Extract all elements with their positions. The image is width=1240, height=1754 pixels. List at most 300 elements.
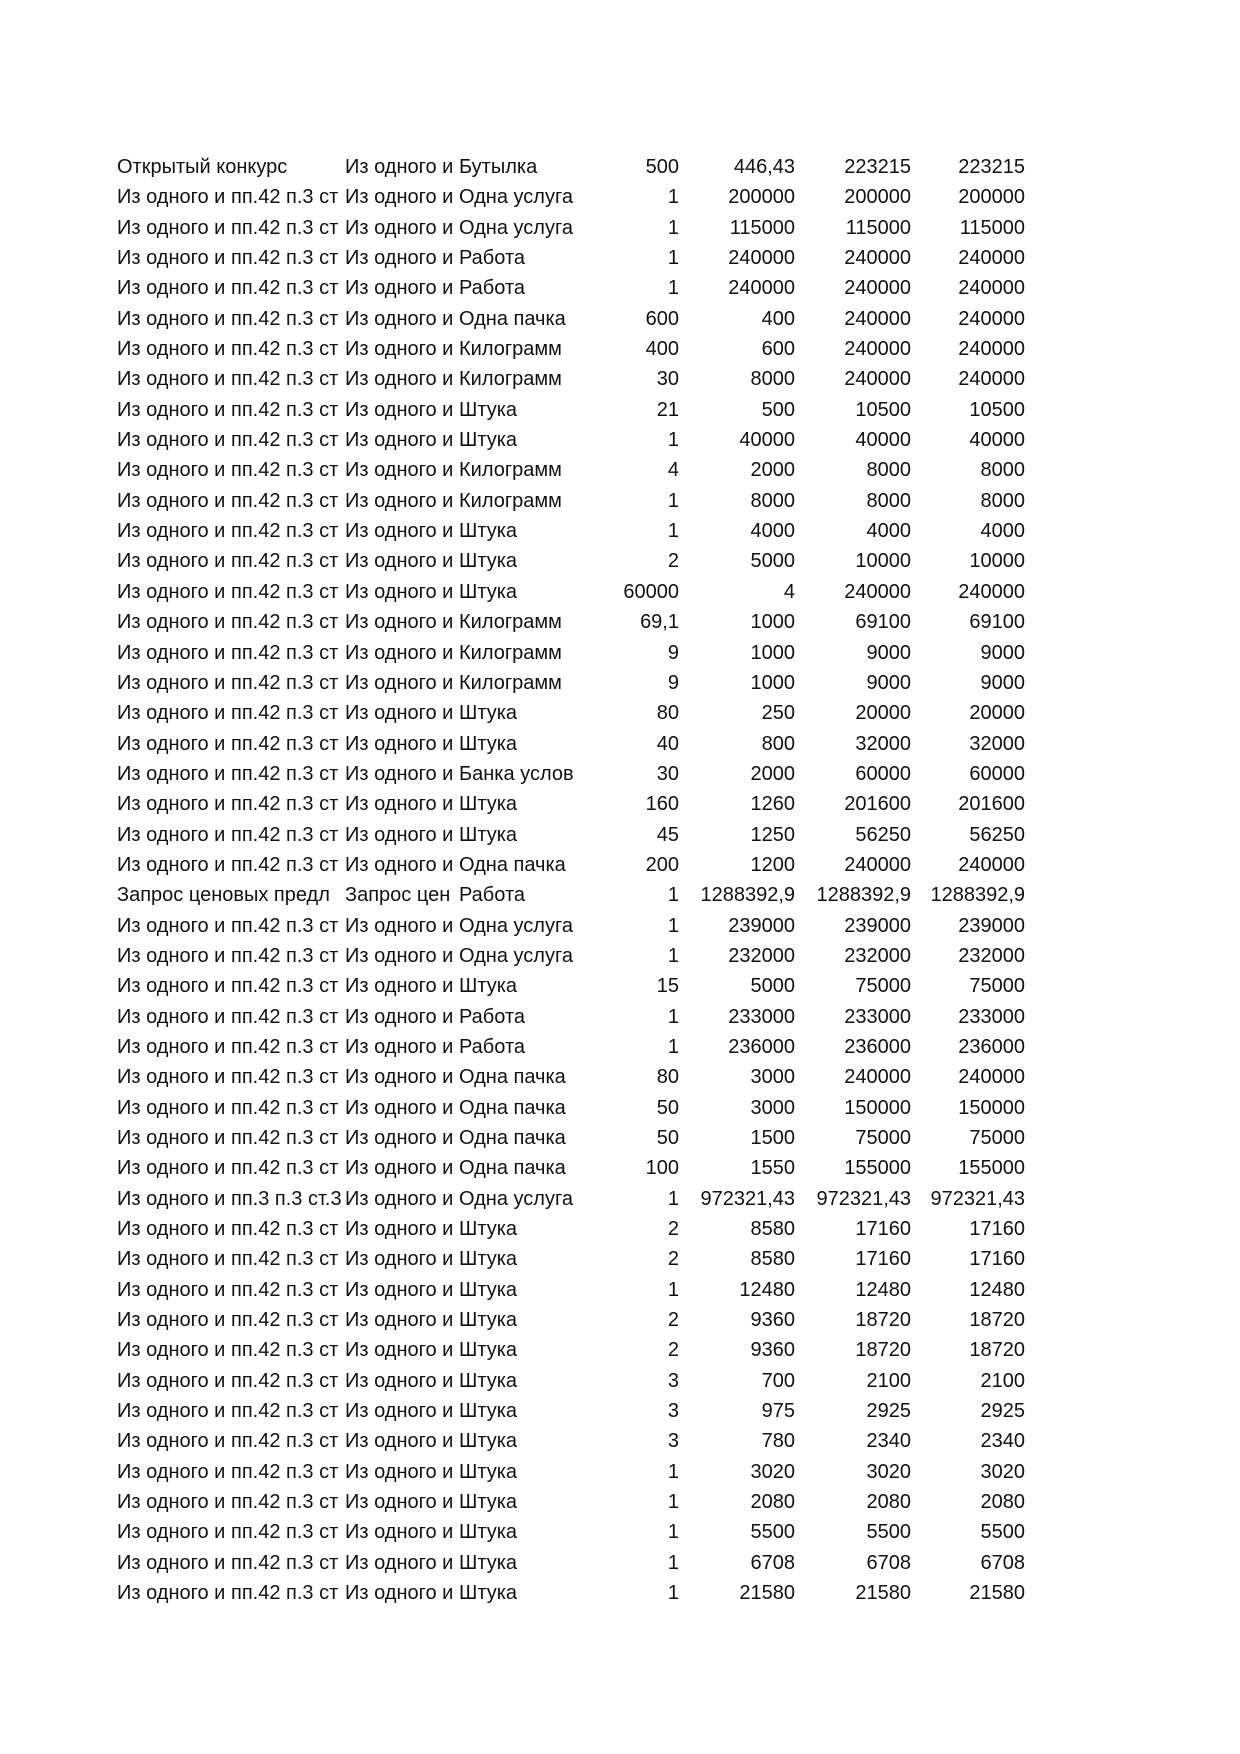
table-row	[117, 213, 1037, 243]
method-detail-cell: Из одного и	[345, 1248, 454, 1271]
amount-cell: 10500	[855, 398, 911, 421]
total-cell: 10500	[969, 398, 1025, 421]
unit-price-cell: 40000	[739, 429, 795, 452]
total-cell: 223215	[958, 156, 1025, 178]
method-detail-cell: Из одного и	[345, 580, 454, 603]
table-row	[117, 1244, 1037, 1274]
amount-cell: 4000	[866, 520, 911, 543]
unit-cell: Штука	[459, 429, 518, 452]
table-row	[117, 1184, 1037, 1214]
basis-cell: пп.42 п.3 ст	[231, 277, 339, 300]
method-detail-cell: Из одного и	[345, 1400, 454, 1423]
method-detail-cell: Из одного и	[345, 944, 454, 967]
basis-cell: пп.42 п.3 ст	[231, 489, 339, 512]
total-cell: 2340	[980, 1430, 1025, 1453]
method-detail-cell: Из одного и	[345, 247, 454, 270]
method-detail-cell: Из одного и	[345, 520, 454, 543]
method-cell: Из одного и	[117, 1127, 226, 1149]
basis-cell: пп.42 п.3 ст	[231, 611, 339, 634]
basis-cell: пп.42 п.3 ст	[231, 429, 339, 452]
amount-cell: 18720	[855, 1339, 911, 1362]
amount-cell: 2100	[866, 1369, 911, 1392]
method-detail-cell: Из одного и	[345, 1278, 454, 1301]
method-detail-cell: Из одного и	[345, 1309, 454, 1332]
basis-cell: пп.42 п.3 ст	[231, 1309, 339, 1332]
unit-price-cell: 240000	[728, 277, 795, 300]
unit-cell: Штука	[459, 702, 518, 725]
table-row	[117, 1426, 1037, 1456]
unit-price-cell: 240000	[728, 247, 795, 270]
total-cell: 115000	[959, 216, 1025, 239]
unit-cell: Штука	[459, 1339, 518, 1362]
basis-cell: пп.42 п.3 ст	[231, 1460, 339, 1483]
total-cell: 972321,43	[930, 1187, 1025, 1210]
unit-cell: Штука	[459, 975, 518, 998]
method-cell: Из одного и	[117, 459, 226, 482]
unit-price-cell: 3020	[750, 1460, 795, 1483]
table-row	[117, 304, 1037, 334]
basis-cell: пп.42 п.3 ст	[231, 1491, 339, 1514]
method-cell: Из одного и	[117, 368, 226, 391]
amount-cell: 240000	[844, 338, 911, 361]
amount-cell: 12480	[855, 1278, 911, 1301]
method-detail-cell: Из одного и	[345, 398, 454, 421]
quantity-cell: 160	[645, 793, 679, 816]
basis-cell: пп.42 п.3 ст	[231, 459, 339, 482]
table-row	[117, 1214, 1037, 1244]
method-cell: Из одного и	[117, 611, 226, 634]
quantity-cell: 3	[667, 1430, 679, 1453]
quantity-cell: 1	[667, 1035, 679, 1058]
total-cell: 1288392,9	[930, 884, 1025, 907]
unit-cell: Штука	[459, 823, 518, 846]
table-row	[117, 486, 1037, 516]
unit-price-cell: 1288392,9	[700, 884, 795, 907]
unit-cell: Одна пачка	[459, 1096, 566, 1119]
unit-cell: Работа	[459, 884, 525, 907]
method-cell: Из одного и	[117, 1460, 226, 1483]
method-cell: Из одного и	[117, 489, 226, 512]
basis-cell: пп.42 п.3 ст	[231, 1096, 339, 1119]
method-detail-cell: Из одного и	[345, 1430, 454, 1453]
unit-price-cell: 8000	[750, 368, 795, 391]
unit-price-cell: 1250	[750, 823, 795, 846]
table-row	[117, 1032, 1037, 1062]
basis-cell	[231, 152, 344, 182]
method-cell: Из одного и	[117, 1248, 226, 1271]
total-cell: 12480	[969, 1278, 1025, 1301]
table-row	[117, 607, 1037, 637]
quantity-cell: 1	[667, 1491, 679, 1514]
basis-cell: пп.42 п.3 ст	[231, 1035, 339, 1058]
method-detail-cell: Из одного и	[345, 1521, 454, 1544]
unit-cell: Килограмм	[459, 368, 562, 391]
method-detail-cell: Из одного и	[345, 671, 454, 694]
amount-cell: 75000	[855, 975, 911, 998]
basis-cell: пп.42 п.3 ст	[231, 368, 339, 391]
table-row	[117, 577, 1037, 607]
amount-cell: 972321,43	[816, 1187, 911, 1210]
unit-cell: Штука	[459, 1218, 518, 1241]
table-row	[117, 152, 1037, 182]
method-cell: Из одного и	[117, 793, 226, 816]
unit-cell: Штука	[459, 1582, 518, 1605]
method-detail-cell: Из одного и	[345, 1187, 454, 1210]
basis-cell: пп.42 п.3 ст	[231, 307, 339, 330]
method-detail-cell: Запрос цен	[345, 884, 451, 907]
method-detail-cell: Из одного и	[345, 1369, 454, 1392]
unit-cell: Банка услов	[459, 762, 574, 785]
method-detail-cell: Из одного и	[345, 641, 454, 664]
method-detail-cell: Из одного и	[345, 307, 454, 330]
total-cell: 240000	[958, 338, 1025, 361]
unit-price-cell: 2000	[750, 762, 795, 785]
method-detail-cell: Из одного и	[345, 1218, 454, 1241]
amount-cell: 56250	[855, 823, 911, 846]
table-row	[117, 1153, 1037, 1183]
unit-price-cell: 1000	[750, 611, 795, 634]
table-row	[117, 1123, 1037, 1153]
unit-price-cell: 400	[761, 307, 795, 330]
basis-cell: пп.42 п.3 ст	[231, 1582, 339, 1605]
quantity-cell: 1	[667, 914, 679, 937]
total-cell: 240000	[958, 368, 1025, 391]
unit-cell: Работа	[459, 277, 525, 300]
table-row	[117, 1002, 1037, 1032]
method-cell: Из одного и	[117, 338, 226, 361]
quantity-cell: 9	[667, 671, 679, 694]
basis-cell: пп.42 п.3 ст	[231, 944, 339, 967]
unit-price-cell: 5000	[750, 975, 795, 998]
unit-price-cell: 3000	[750, 1066, 795, 1089]
unit-price-cell: 232000	[728, 944, 795, 967]
method-cell: Из одного и	[117, 216, 226, 239]
method-detail-cell: Из одного и	[345, 1339, 454, 1362]
total-cell: 239000	[958, 914, 1025, 937]
method-cell: Из одного и	[117, 550, 226, 573]
method-detail-cell: Из одного и	[345, 823, 454, 846]
unit-price-cell: 780	[761, 1430, 795, 1453]
unit-price-cell: 700	[761, 1369, 795, 1392]
table-row	[117, 971, 1037, 1001]
total-cell: 32000	[969, 732, 1025, 755]
total-cell: 201600	[958, 793, 1025, 816]
unit-price-cell: 1260	[750, 793, 795, 816]
unit-cell: Штука	[459, 1278, 518, 1301]
quantity-cell: 2	[667, 550, 679, 573]
method-detail-cell: Из одного и	[345, 793, 454, 816]
quantity-cell: 1	[667, 277, 679, 300]
unit-cell: Одна пачка	[459, 1066, 566, 1089]
amount-cell: 240000	[844, 853, 911, 876]
basis-cell: пп.42 п.3 ст	[231, 1157, 339, 1180]
table-row	[117, 850, 1037, 880]
basis-cell: пп.42 п.3 ст	[231, 641, 339, 664]
quantity-cell: 1	[667, 1187, 679, 1210]
quantity-cell: 600	[645, 307, 679, 330]
table-row	[117, 425, 1037, 455]
amount-cell: 240000	[844, 1066, 911, 1089]
total-cell: 75000	[969, 1127, 1025, 1149]
quantity-cell: 21	[656, 398, 679, 421]
unit-price-cell: 115000	[729, 216, 795, 239]
table-row	[117, 1275, 1037, 1305]
unit-cell: Килограмм	[459, 459, 562, 482]
method-cell: Из одного и	[117, 247, 226, 270]
basis-cell: пп.42 п.3 ст	[231, 1127, 339, 1149]
unit-price-cell: 6708	[750, 1551, 795, 1574]
method-detail-cell: Из одного и	[345, 853, 454, 876]
table-row	[117, 668, 1037, 698]
unit-price-cell: 500	[761, 398, 795, 421]
method-detail-cell: Из одного и	[345, 1491, 454, 1514]
table-row	[117, 759, 1037, 789]
total-cell: 9000	[980, 671, 1025, 694]
unit-price-cell: 233000	[728, 1005, 795, 1028]
basis-cell: пп.42 п.3 ст	[231, 732, 339, 755]
method-detail-cell: Из одного и	[345, 732, 454, 755]
method-detail-cell: Из одного и	[345, 550, 454, 573]
table-row	[117, 729, 1037, 759]
amount-cell: 40000	[855, 429, 911, 452]
unit-price-cell: 8000	[750, 489, 795, 512]
total-cell: 3020	[980, 1460, 1025, 1483]
total-cell: 155000	[958, 1157, 1025, 1180]
unit-cell: Бутылка	[459, 156, 538, 178]
total-cell: 8000	[980, 489, 1025, 512]
total-cell: 21580	[969, 1582, 1025, 1605]
unit-cell: Одна услуга	[459, 1187, 573, 1210]
table-row	[117, 334, 1037, 364]
unit-cell: Одна услуга	[459, 914, 573, 937]
method-detail-cell: Из одного и	[345, 611, 454, 634]
amount-cell: 155000	[844, 1157, 911, 1180]
basis-cell: пп.3 п.3 ст.3	[231, 1187, 342, 1210]
method-cell: Запрос ценовых предл	[117, 884, 330, 907]
method-cell: Из одного и	[117, 1491, 226, 1514]
amount-cell: 223215	[844, 156, 911, 178]
table-row	[117, 698, 1037, 728]
quantity-cell: 1	[667, 247, 679, 270]
unit-cell: Штука	[459, 1460, 518, 1483]
method-cell: Из одного и	[117, 398, 226, 421]
amount-cell: 20000	[855, 702, 911, 725]
method-detail-cell: Из одного и	[345, 1066, 454, 1089]
method-cell: Из одного и	[117, 914, 226, 937]
quantity-cell: 1	[667, 186, 679, 209]
total-cell: 5500	[980, 1521, 1025, 1544]
basis-cell: пп.42 п.3 ст	[231, 1005, 339, 1028]
amount-cell: 75000	[855, 1127, 911, 1149]
basis-cell: пп.42 п.3 ст	[231, 1248, 339, 1271]
method-cell: Из одного и	[117, 186, 226, 209]
basis-cell: пп.42 п.3 ст	[231, 398, 339, 421]
table-row	[117, 182, 1037, 212]
table-row	[117, 1517, 1037, 1547]
unit-price-cell: 9360	[750, 1339, 795, 1362]
method-cell: Из одного и	[117, 1551, 226, 1574]
unit-cell: Одна пачка	[459, 1127, 566, 1149]
method-detail-cell: Из одного и	[345, 1551, 454, 1574]
unit-price-cell: 1550	[750, 1157, 795, 1180]
unit-cell: Одна услуга	[459, 186, 573, 209]
amount-cell: 69100	[855, 611, 911, 634]
method-cell: Из одного и	[117, 1278, 226, 1301]
amount-cell: 236000	[844, 1035, 911, 1058]
table-row	[117, 880, 1037, 910]
total-cell: 2100	[980, 1369, 1025, 1392]
table-row	[117, 364, 1037, 394]
total-cell: 236000	[958, 1035, 1025, 1058]
quantity-cell: 2	[667, 1339, 679, 1362]
basis-cell	[231, 880, 344, 910]
unit-price-cell: 1500	[750, 1127, 795, 1149]
method-detail-cell: Из одного и	[345, 459, 454, 482]
unit-cell: Штука	[459, 550, 518, 573]
amount-cell: 60000	[855, 762, 911, 785]
amount-cell: 2080	[866, 1491, 911, 1514]
basis-cell: пп.42 п.3 ст	[231, 1430, 339, 1453]
method-cell: Из одного и	[117, 429, 226, 452]
unit-cell: Штука	[459, 520, 518, 543]
amount-cell: 150000	[844, 1096, 911, 1119]
method-cell: Из одного и	[117, 975, 226, 998]
amount-cell: 240000	[844, 580, 911, 603]
amount-cell: 3020	[866, 1460, 911, 1483]
amount-cell: 8000	[866, 489, 911, 512]
unit-price-cell: 972321,43	[700, 1187, 795, 1210]
quantity-cell: 15	[656, 975, 679, 998]
unit-cell: Штука	[459, 1551, 518, 1574]
method-cell: Из одного и	[117, 853, 226, 876]
unit-cell: Одна пачка	[459, 853, 566, 876]
unit-cell: Килограмм	[459, 671, 562, 694]
method-cell: Из одного и	[117, 671, 226, 694]
total-cell: 232000	[958, 944, 1025, 967]
method-cell: Из одного и	[117, 944, 226, 967]
quantity-cell: 200	[645, 853, 679, 876]
amount-cell: 32000	[855, 732, 911, 755]
basis-cell: пп.42 п.3 ст	[231, 975, 339, 998]
basis-cell: пп.42 п.3 ст	[231, 1066, 339, 1089]
amount-cell: 201600	[844, 793, 911, 816]
unit-cell: Работа	[459, 247, 525, 270]
amount-cell: 17160	[855, 1218, 911, 1241]
amount-cell: 18720	[855, 1309, 911, 1332]
method-detail-cell: Из одного и	[345, 429, 454, 452]
amount-cell: 233000	[844, 1005, 911, 1028]
method-detail-cell: Из одного и	[345, 368, 454, 391]
quantity-cell: 1	[667, 216, 679, 239]
method-detail-cell: Из одного и	[345, 1127, 454, 1149]
unit-price-cell: 2000	[750, 459, 795, 482]
quantity-cell: 3	[667, 1369, 679, 1392]
amount-cell: 2340	[866, 1430, 911, 1453]
amount-cell: 1288392,9	[816, 884, 911, 907]
method-detail-cell: Из одного и	[345, 702, 454, 725]
amount-cell: 9000	[866, 641, 911, 664]
table-row	[117, 273, 1037, 303]
basis-cell: пп.42 п.3 ст	[231, 793, 339, 816]
unit-price-cell: 21580	[739, 1582, 795, 1605]
unit-price-cell: 600	[761, 338, 795, 361]
amount-cell: 240000	[844, 368, 911, 391]
quantity-cell: 60000	[623, 580, 679, 603]
quantity-cell: 2	[667, 1248, 679, 1271]
table-row	[117, 820, 1037, 850]
unit-price-cell: 1000	[750, 641, 795, 664]
basis-cell: пп.42 п.3 ст	[231, 823, 339, 846]
unit-cell: Килограмм	[459, 641, 562, 664]
quantity-cell: 1	[667, 944, 679, 967]
total-cell: 2080	[980, 1491, 1025, 1514]
quantity-cell: 69,1	[640, 611, 679, 634]
total-cell: 233000	[958, 1005, 1025, 1028]
unit-price-cell: 8580	[750, 1218, 795, 1241]
total-cell: 17160	[969, 1248, 1025, 1271]
total-cell: 6708	[980, 1551, 1025, 1574]
method-cell: Из одного и	[117, 1430, 226, 1453]
basis-cell: пп.42 п.3 ст	[231, 1369, 339, 1392]
table-row	[117, 941, 1037, 971]
unit-cell: Штука	[459, 1521, 518, 1544]
total-cell: 240000	[958, 307, 1025, 330]
basis-cell: пп.42 п.3 ст	[231, 762, 339, 785]
unit-price-cell: 5500	[750, 1521, 795, 1544]
table-row	[117, 1457, 1037, 1487]
unit-cell: Килограмм	[459, 489, 562, 512]
basis-cell: пп.42 п.3 ст	[231, 216, 339, 239]
unit-price-cell: 200000	[728, 186, 795, 209]
quantity-cell: 1	[667, 1551, 679, 1574]
unit-price-cell: 8580	[750, 1248, 795, 1271]
unit-cell: Штука	[459, 1400, 518, 1423]
unit-cell: Килограмм	[459, 338, 562, 361]
amount-cell: 200000	[844, 186, 911, 209]
method-detail-cell: Из одного и	[345, 1460, 454, 1483]
method-detail-cell: Из одного и	[345, 975, 454, 998]
total-cell: 240000	[958, 853, 1025, 876]
quantity-cell: 45	[656, 823, 679, 846]
unit-cell: Штука	[459, 732, 518, 755]
unit-cell: Килограмм	[459, 611, 562, 634]
amount-cell: 6708	[866, 1551, 911, 1574]
total-cell: 75000	[969, 975, 1025, 998]
unit-cell: Штука	[459, 1309, 518, 1332]
table-row	[117, 243, 1037, 273]
table-row	[117, 455, 1037, 485]
amount-cell: 9000	[866, 671, 911, 694]
method-cell: Из одного и	[117, 1096, 226, 1119]
unit-price-cell: 9360	[750, 1309, 795, 1332]
method-cell: Из одного и	[117, 580, 226, 603]
method-detail-cell: Из одного и	[345, 489, 454, 512]
method-cell: Из одного и	[117, 1005, 226, 1028]
method-cell: Из одного и	[117, 1339, 226, 1362]
total-cell: 4000	[980, 520, 1025, 543]
basis-cell: пп.42 п.3 ст	[231, 580, 339, 603]
table-row	[117, 1548, 1037, 1578]
quantity-cell: 3	[667, 1400, 679, 1423]
method-detail-cell: Из одного и	[345, 338, 454, 361]
unit-price-cell: 239000	[728, 914, 795, 937]
unit-cell: Штука	[459, 1430, 518, 1453]
amount-cell: 115000	[845, 216, 911, 239]
basis-cell: пп.42 п.3 ст	[231, 1278, 339, 1301]
basis-cell: пп.42 п.3 ст	[231, 702, 339, 725]
quantity-cell: 500	[645, 156, 679, 178]
total-cell: 240000	[958, 247, 1025, 270]
